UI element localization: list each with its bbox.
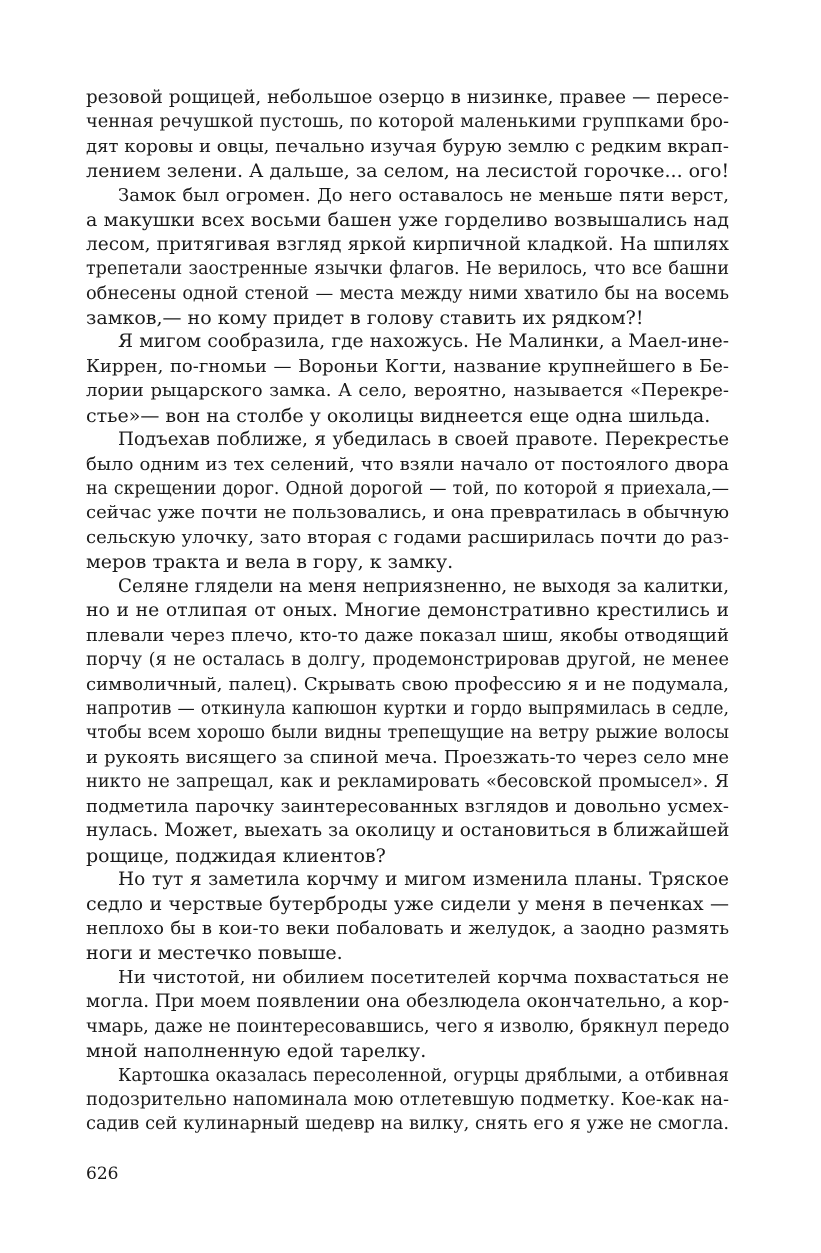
text-line: а макушки всех восьми башен уже горделиво возвышались над xyxy=(86,209,729,232)
body-text xyxy=(86,86,729,1137)
text-line: могла. При моем появлении она обезлюдела окончательно, а кор- xyxy=(86,991,729,1013)
text-line: садив сей кулинарный шедевр на вилку, снять его я уже не смогла. xyxy=(86,1114,729,1135)
text-line: седло и черствые бутерброды уже сидели у меня в печенках — xyxy=(86,893,729,916)
text-line: мной наполненную едой тарелку. xyxy=(86,1040,427,1063)
text-line: Киррен, по-гномьи — Вороньи Когти, название крупнейшего в Бе- xyxy=(86,355,729,377)
text-line: лением зелени. А дальше, за селом, на лесистой горочке... ого! xyxy=(86,160,730,183)
text-line: нулась. Может, выехать за околицу и остановиться в ближайшей xyxy=(86,820,730,842)
text-line: напротив — откинула капюшон куртки и гордо выпрямилась в седле, xyxy=(86,698,729,719)
page-number: 626 xyxy=(86,1164,119,1184)
text-line: никто не запрещал, как и рекламировать «бесовской промысел». Я xyxy=(86,772,729,793)
text-line: Ни чистотой, ни обилием посетителей корчма похвастаться не xyxy=(118,966,729,988)
text-line: неплохо бы в кои-то веки побаловать и желудок, а заодно размять xyxy=(86,917,729,939)
text-line: порчу (я не осталась в долгу, продемонстрировав другой, не менее xyxy=(86,650,729,671)
text-line: стье»— вон на столбе у околицы виднеется еще одна шильда. xyxy=(86,404,711,427)
text-line: Но тут я заметила корчму и мигом изменила планы. Тряское xyxy=(118,869,729,890)
text-line: чмарь, даже не поинтересовавшись, чего я изволю, брякнул передо xyxy=(86,1016,730,1037)
text-line: сельскую улочку, зато вторая с годами расширилась почти до раз- xyxy=(86,526,729,548)
text-line: плевали через плечо, кто-то даже показал шиш, якобы отводящий xyxy=(86,624,729,646)
text-line: Картошка оказалась пересоленной, огурцы дряблыми, а отбивная xyxy=(118,1065,729,1086)
text-line: и рукоять висящего за спиной меча. Проезжать-то через село мне xyxy=(86,746,729,768)
text-line: Замок был огромен. До него оставалось не меньше пяти верст, xyxy=(118,184,729,206)
text-line: лесом, притягивая взгляд яркой кирпичной кладкой. На шпилях xyxy=(86,233,729,255)
text-line: дят коровы и овцы, печально изучая бурую землю с редким вкрап- xyxy=(86,135,729,157)
text-line: Селяне глядели на меня неприязненно, не выходя за калитки, xyxy=(118,575,729,597)
text-line: подметила парочку заинтересованных взглядов и довольно усмех- xyxy=(86,795,729,817)
text-line: чтобы всем хорошо были видны трепещущие на ветру рыжие волосы xyxy=(86,723,729,744)
text-line: лории рыцарского замка. А село, вероятно, называется «Перекре- xyxy=(86,380,729,402)
text-line: резовой рощицей, небольшое озерцо в низинке, правее — пересе- xyxy=(86,87,729,108)
text-line: замков,— но кому придет в голову ставить их рядком?! xyxy=(86,306,644,329)
text-line: но и не отлипая от оных. Многие демонстративно крестились и xyxy=(86,600,729,622)
text-line: подозрительно напоминала мою отлетевшую подметку. Кое-как на- xyxy=(86,1089,729,1110)
text-line: Я мигом сообразила, где нахожусь. Не Малинки, а Маел-ине- xyxy=(118,331,729,353)
text-line: ноги и местечко повыше. xyxy=(86,942,343,965)
text-line: обнесены одной стеной — места между ними хватило бы на восемь xyxy=(86,283,729,304)
text-line: трепетали заостренные язычки флагов. Не верилось, что все башни xyxy=(86,259,729,280)
text-line: символичный, палец). Скрывать свою профессию я и не подумала, xyxy=(86,673,729,695)
text-line: сейчас уже почти не пользовались, и она превратилась в обычную xyxy=(86,502,729,524)
text-line: Подъехав поближе, я убедилась в своей правоте. Перекрестье xyxy=(118,429,729,451)
text-line: было одним из тех селений, что взяли начало от постоялого двора xyxy=(86,453,729,475)
text-line: на скрещении дорог. Одной дорогой — той, по которой я приехала,— xyxy=(86,479,729,499)
text-line: ченная речушкой пустошь, по которой маленькими группками бро- xyxy=(86,112,729,133)
text-line: рощице, поджидая клиентов? xyxy=(86,844,386,867)
text-line: меров тракта и вела в гору, к замку. xyxy=(86,551,454,574)
